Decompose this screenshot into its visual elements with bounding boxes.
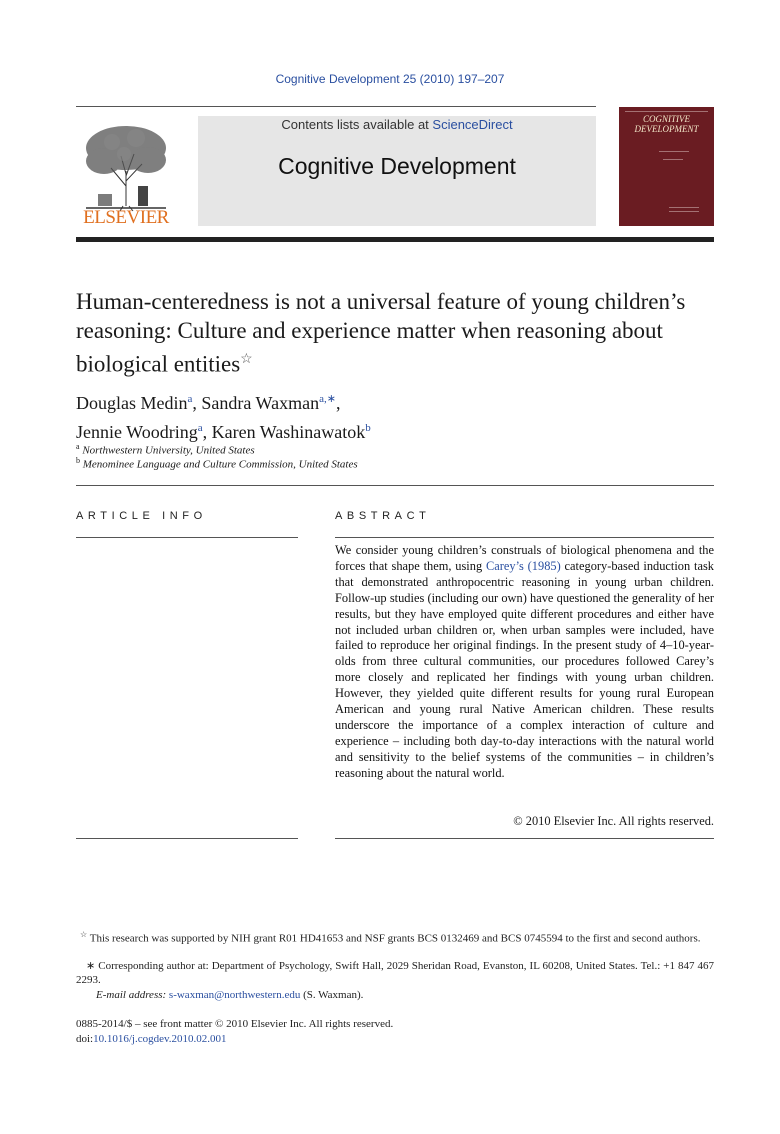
article-title (76, 287, 716, 379)
article-info-rule-top (76, 537, 298, 538)
citation-link[interactable]: Carey’s (1985) (485, 558, 561, 573)
section-divider (76, 485, 714, 486)
article-title-text: Human-centeredness is not a universal feature of young children’s reasoning: Culture and experience matter when reasoning about biological entities (76, 289, 686, 377)
funding-footnote (76, 928, 714, 946)
affiliation-text: Northwestern University, United States (82, 444, 255, 457)
author-separator: , (202, 422, 212, 442)
author-name[interactable]: Jennie Woodring (76, 422, 198, 442)
author-name[interactable]: Karen Washinawatok (211, 422, 366, 442)
contents-prefix: Contents lists available at (281, 117, 433, 132)
affiliation-text: Menominee Language and Culture Commission, United States (82, 458, 358, 471)
email-label: E-mail address: (96, 989, 167, 1001)
abstract-copyright: © 2010 Elsevier Inc. All rights reserved. (513, 814, 714, 828)
affiliation-mark: a (76, 442, 80, 451)
abstract-part2: category-based induction task that demonstrated anthropocentric reasoning in young urban children. Follow-up studies (including our own) have questioned the generality of her results, but they have employed quite different procedures and either have not included urban children or, when urban samples were included, have failed to reproduce her original findings. In the present study of 4–10-year-olds from three cultural communities, our procedures followed Carey’s more closely and replicated her findings with young urban children. However, they yielded quite different results for young rural European American and young rural Native American children. These results underscore the importance of a complex interaction of culture and experience – including both day-to-day interactions with the natural world and sensitivity to the belief systems of the communities – in children’s reasoning about the natural world. (335, 558, 714, 780)
author-name[interactable]: Sandra Waxman (201, 393, 320, 413)
sciencedirect-link[interactable]: ScienceDirect (432, 117, 513, 132)
author-list (76, 387, 716, 445)
title-footnote-star-icon[interactable]: ☆ (240, 352, 253, 367)
corresponding-text: Corresponding author at: Department of Psychology, Swift Hall, 2029 Sheridan Road, Evanston, IL 60208, United States. Tel.: +1 847 467 2293. (76, 960, 714, 987)
cover-title-line2: DEVELOPMENT (634, 124, 699, 134)
abstract-rule-top (335, 537, 714, 538)
doi-line (76, 1033, 227, 1045)
abstract-heading: ABSTRACT (335, 510, 431, 522)
header-top-rule (76, 106, 596, 107)
author-affil-mark[interactable]: a (197, 422, 203, 434)
email-footnote (76, 988, 714, 1002)
email-suffix: (S. Waxman). (303, 989, 364, 1001)
cover-title-line1: COGNITIVE (643, 114, 690, 124)
corresponding-mark: ∗ (86, 960, 96, 972)
abstract-part1: We consider young children’s construals of biological phenomena and the forces that shape them, using (335, 543, 714, 573)
abstract-text (335, 543, 714, 782)
author-name[interactable]: Douglas Medin (76, 393, 188, 413)
affiliation-mark: b (76, 456, 80, 465)
email-link[interactable]: s-waxman@northwestern.edu (168, 989, 301, 1001)
contents-available-line (198, 117, 596, 132)
abstract-rule-bottom (335, 838, 714, 839)
doi-link[interactable]: 10.1016/j.cogdev.2010.02.001 (93, 1033, 227, 1045)
article-info-rule-bottom (76, 838, 298, 839)
author-affil-mark[interactable]: a,∗ (319, 393, 336, 405)
affiliation-b (76, 456, 358, 471)
article-info-heading: ARTICLE INFO (76, 510, 207, 522)
issn-line: 0885-2014/$ – see front matter © 2010 Elsevier Inc. All rights reserved. (76, 1018, 394, 1030)
corresponding-footnote (76, 959, 714, 987)
author-separator: , (335, 393, 341, 413)
author-affil-mark[interactable]: a (187, 393, 193, 405)
author-affil-mark[interactable]: b (365, 422, 371, 434)
author-separator: , (192, 393, 202, 413)
funding-text: This research was supported by NIH grant R01 HD41653 and NSF grants BCS 0132469 and BCS 0745594 to the first and second authors. (89, 932, 701, 945)
cover-title (619, 114, 714, 134)
affiliation-a (76, 442, 255, 457)
header-thick-rule (76, 237, 714, 242)
doi-prefix: doi: (76, 1033, 94, 1045)
journal-name: Cognitive Development (278, 153, 516, 179)
journal-reference-link[interactable]: Cognitive Development 25 (2010) 197–207 (275, 72, 505, 86)
elsevier-wordmark: ELSEVIER (83, 207, 169, 228)
funding-star-icon: ☆ (80, 930, 88, 939)
